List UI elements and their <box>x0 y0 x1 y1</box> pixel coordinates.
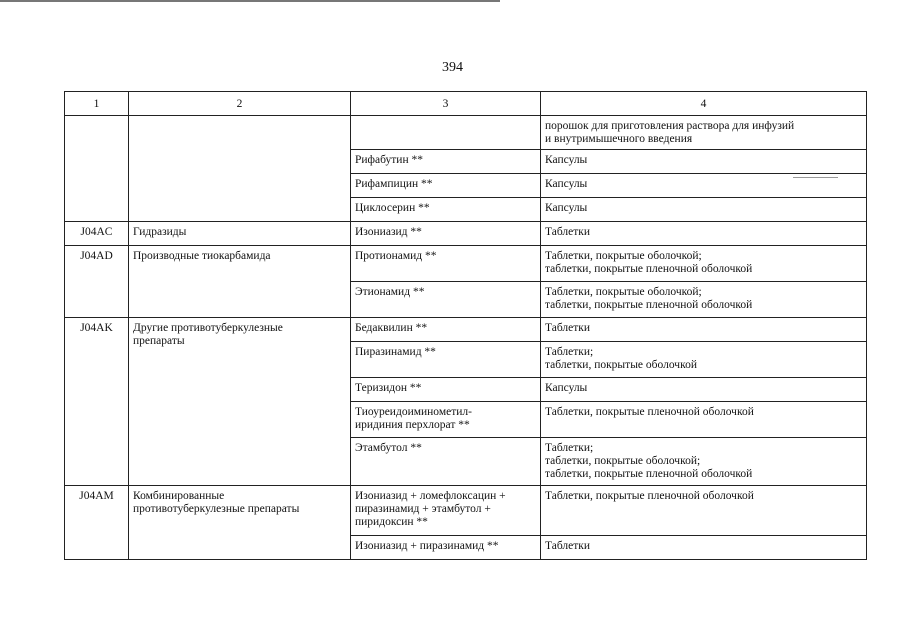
atc-code-cell: J04AC <box>65 222 129 246</box>
header-cell-4: 4 <box>541 92 867 116</box>
drug-name-cell <box>351 116 541 150</box>
drug-name-cell: Изониазид + ломефлоксацин + пиразинамид + этамбутол + пиридоксин ** <box>351 486 541 536</box>
drug-table <box>64 91 867 560</box>
drug-name-cell: Бедаквилин ** <box>351 318 541 342</box>
table-row <box>65 116 867 150</box>
dosage-form-cell: Капсулы <box>541 198 867 222</box>
dosage-form-cell: Таблетки, покрытые пленочной оболочкой <box>541 402 867 438</box>
dosage-form-cell: Таблетки <box>541 318 867 342</box>
dosage-form-cell: Таблетки <box>541 222 867 246</box>
group-name-cell: Гидразиды <box>129 222 351 246</box>
dosage-form-cell: Таблетки <box>541 536 867 560</box>
drug-name-cell: Изониазид ** <box>351 222 541 246</box>
dosage-form-cell: порошок для приготовления раствора для инфузий и внутримышечного введения <box>541 116 867 150</box>
table-row <box>65 318 867 342</box>
group-name-cell <box>129 116 351 222</box>
group-name-cell: Производные тиокарбамида <box>129 246 351 318</box>
drug-name-cell: Этамбутол ** <box>351 438 541 486</box>
drug-name-cell: Рифампицин ** <box>351 174 541 198</box>
dosage-form-cell: Капсулы <box>541 174 867 198</box>
group-name-cell: Комбинированные противотуберкулезные препараты <box>129 486 351 560</box>
drug-name-cell: Протионамид ** <box>351 246 541 282</box>
dosage-form-cell: Таблетки; таблетки, покрытые оболочкой; таблетки, покрытые пленочной оболочкой <box>541 438 867 486</box>
header-cell-2: 2 <box>129 92 351 116</box>
atc-code-cell: J04AK <box>65 318 129 486</box>
atc-code-cell <box>65 116 129 222</box>
scan-edge-line <box>0 0 500 2</box>
dosage-form-cell: Таблетки, покрытые пленочной оболочкой <box>541 486 867 536</box>
table-row <box>65 486 867 536</box>
dosage-form-cell: Таблетки, покрытые оболочкой; таблетки, покрытые пленочной оболочкой <box>541 246 867 282</box>
table-row <box>65 222 867 246</box>
drug-name-cell: Тиоуреидоиминометил- иридиния перхлорат ** <box>351 402 541 438</box>
drug-name-cell: Этионамид ** <box>351 282 541 318</box>
header-cell-1: 1 <box>65 92 129 116</box>
drug-name-cell: Рифабутин ** <box>351 150 541 174</box>
dosage-form-cell: Капсулы <box>541 378 867 402</box>
group-name-cell: Другие противотуберкулезные препараты <box>129 318 351 486</box>
header-cell-3: 3 <box>351 92 541 116</box>
atc-code-cell: J04AM <box>65 486 129 560</box>
page-number: 394 <box>442 60 463 75</box>
drug-name-cell: Изониазид + пиразинамид ** <box>351 536 541 560</box>
dosage-form-cell: Таблетки, покрытые оболочкой; таблетки, покрытые пленочной оболочкой <box>541 282 867 318</box>
dosage-form-cell: Таблетки; таблетки, покрытые оболочкой <box>541 342 867 378</box>
drug-name-cell: Циклосерин ** <box>351 198 541 222</box>
drug-name-cell: Теризидон ** <box>351 378 541 402</box>
header-row <box>65 92 867 116</box>
table-row <box>65 246 867 282</box>
dosage-form-cell: Капсулы <box>541 150 867 174</box>
drug-name-cell: Пиразинамид ** <box>351 342 541 378</box>
atc-code-cell: J04AD <box>65 246 129 318</box>
